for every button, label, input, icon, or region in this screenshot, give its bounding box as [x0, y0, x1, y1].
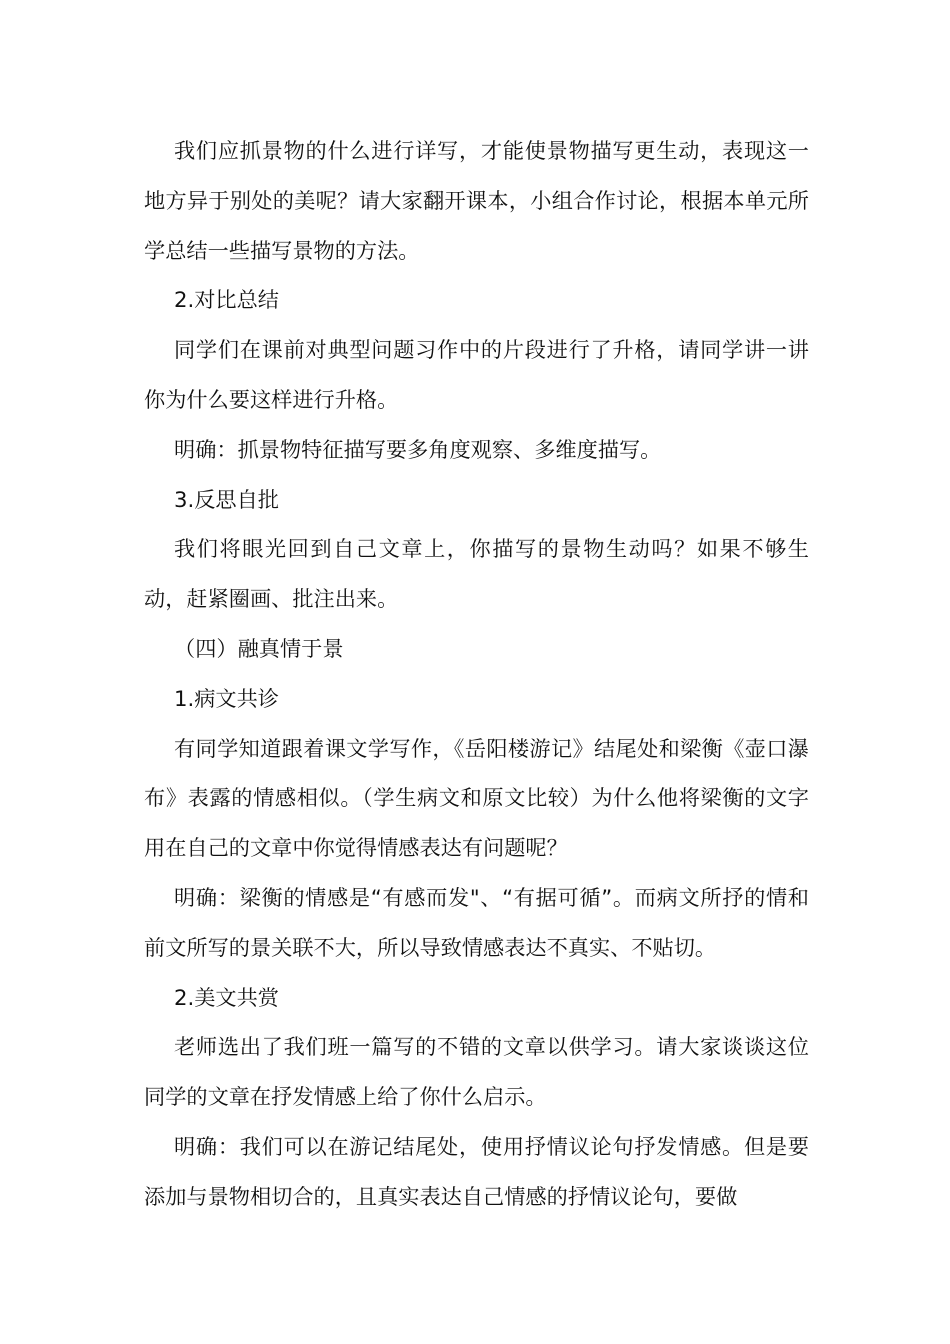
section-title-emotion: （四）融真情于景: [174, 635, 344, 661]
heading-appreciation: 2.美文共赏: [174, 984, 279, 1010]
heading-self-reflection: 3.反思自批: [174, 486, 279, 512]
paragraph-upgrade-question: 同学们在课前对典型问题习作中的片段进行了升格，请同学讲一讲你为什么要这样进行升格。: [144, 337, 809, 412]
paragraph-appreciation: 老师选出了我们班一篇写的不错的文章以供学习。请大家谈谈这位同学的文章在抒发情感上给了你什么启示。: [144, 1034, 809, 1110]
paragraph-diagnosis-question: 有同学知道跟着课文学写作，《岳阳楼游记》结尾处和梁衡《壶口瀑布》表露的情感相似。（学生病文和原文比较）为什么他将梁衡的文字用在自己的文章中你觉得情感表达有问题呢？: [144, 735, 809, 861]
paragraph-clarification-2: 明确：梁衡的情感是“有感而发"、“有据可循”。而病文所抒的情和前文所写的景关联不大，所以导致情感表达不真实、不贴切。: [144, 884, 809, 960]
document-page: [144, 126, 809, 1222]
paragraph-self-review: 我们将眼光回到自己文章上，你描写的景物生动吗？如果不够生动，赶紧圈画、批注出来。: [144, 536, 809, 612]
paragraph-description-question: 我们应抓景物的什么进行详写，才能使景物描写更生动，表现这一地方异于别处的美呢？请大家翻开课本，小组合作讨论，根据本单元所学总结一些描写景物的方法。: [144, 138, 809, 263]
paragraph-clarification-1: 明确：抓景物特征描写要多角度观察、多维度描写。: [174, 436, 662, 462]
paragraph-clarification-3: 明确：我们可以在游记结尾处，使用抒情议论句抒发情感。但是要添加与景物相切合的，且真实表达自己情感的抒情议论句，要做: [144, 1133, 809, 1209]
heading-diagnosis: 1.病文共诊: [174, 685, 279, 711]
heading-comparison-summary: 2.对比总结: [174, 287, 279, 313]
